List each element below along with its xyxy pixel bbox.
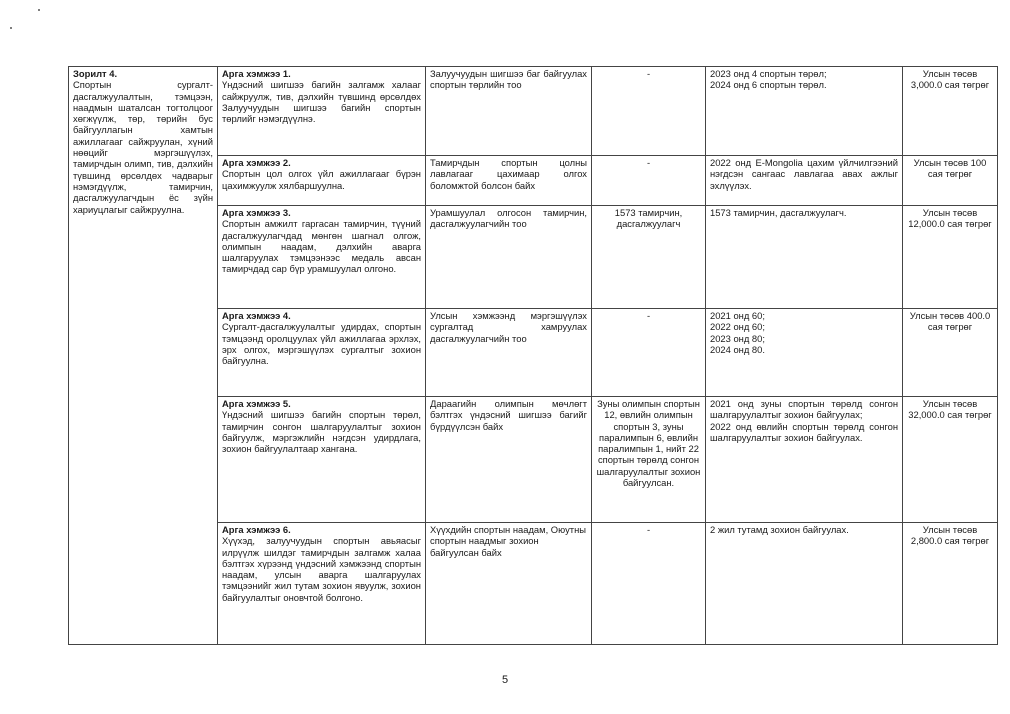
indicator-cell: Тамирчдын спортын цолны лавлагааг цахимаар олгох боломжтой болсон байх [426, 156, 592, 206]
target-cell [706, 309, 903, 397]
indicator-cell: Хүүхдийн спортын наадам, Оюутны спортын наадмыг зохион байгуулсан байх [426, 523, 592, 645]
method-text: Хүүхэд, залуучуудын спортын авьяасыг илрүүлж шилдэг тамирчдын залгамж халаа бэлтгэх хүрээнд үндэсний хэмжээнд спортын наадам, улсын аварга шалгаруулах тэмцээнийг жил тутам зохион явуулж, зохион байгуулалтыг оновчтой болгоно. [222, 535, 421, 603]
budget-cell: Улсын төсөв 12,000.0 сая төгрөг [903, 206, 998, 309]
budget-cell: Улсын төсөв 32,000.0 сая төгрөг [903, 397, 998, 523]
baseline-cell: 1573 тамирчин, дасгалжуулагч [592, 206, 706, 309]
scan-artifact [10, 27, 12, 29]
target-line: 2021 онд зуны спортын төрөлд сонгон шалгаруулалтыг зохион байгуулах; [710, 398, 898, 421]
target-cell [706, 523, 903, 645]
action-plan-table [68, 66, 998, 645]
method-cell [218, 67, 426, 156]
target-line: 1573 тамирчин, дасгалжуулагч. [710, 207, 847, 218]
target-line: 2024 онд 80. [710, 343, 765, 355]
goal-cell [69, 67, 218, 645]
target-cell [706, 206, 903, 309]
target-cell [706, 156, 903, 206]
method-title: Арга хэмжээ 3. [222, 207, 291, 218]
method-cell [218, 309, 426, 397]
method-title: Арга хэмжээ 4. [222, 310, 291, 321]
baseline-cell: - [592, 523, 706, 645]
target-line: 2024 онд 6 спортын төрөл. [710, 79, 827, 91]
scan-artifact [38, 9, 40, 11]
method-cell [218, 206, 426, 309]
indicator-cell: Улсын хэмжээнд мэргэшүүлэх сургалтад хамруулах дасгалжуулагчийн тоо [426, 309, 592, 397]
method-text: Сургалт-дасгалжуулалтыг удирдах, спортын тэмцээнд оролцуулах үйл ажиллагаа эрхлэх, эрх олгох, мэргэшүүлэх сургалтыг зохион байгуулна. [222, 321, 421, 367]
target-line: 2022 онд E-Mongolia цахим үйлчилгээний нэгдсэн сангаас лавлагаа авах ажлыг эхлүүлэх. [710, 157, 898, 191]
method-text: Спортын амжилт гаргасан тамирчин, түүний дасгалжуулагчдад мөнгөн шагнал олгож, олимпын наадам, дэлхийн аварга шалгаруулах тэмцээнээс медаль авсан тамирчдад сар бүр урамшуулал олгоно. [222, 218, 421, 275]
target-line: 2023 онд 4 спортын төрөл; [710, 68, 827, 79]
budget-cell: Улсын төсөв 3,000.0 сая төгрөг [903, 67, 998, 156]
method-text: Үндэсний шигшээ багийн спортын төрөл, тамирчин сонгон шалгаруулалтыг зохион байгуулж, мэргэжлийн нэгдсэн удирдлага, зохион байгуулалтаар хангана. [222, 409, 421, 455]
method-title: Арга хэмжээ 2. [222, 157, 291, 168]
indicator-cell: Залуучуудын шигшээ баг байгуулах спортын төрлийн тоо [426, 67, 592, 156]
method-cell [218, 523, 426, 645]
target-cell [706, 67, 903, 156]
page-number: 5 [501, 674, 509, 686]
target-line: 2022 онд өвлийн спортын төрөлд сонгон шалгаруулалтыг зохион байгуулах. [710, 420, 898, 443]
method-cell [218, 397, 426, 523]
method-title: Арга хэмжээ 5. [222, 398, 291, 409]
table-row [69, 67, 998, 156]
indicator-cell: Урамшуулал олгосон тамирчин, дасгалжуулагчийн тоо [426, 206, 592, 309]
baseline-cell: - [592, 67, 706, 156]
method-text: Үндэсний шигшээ багийн залгамж халааг сайжруулж, тив, дэлхийн түвшинд өрсөлдөх Залуучуудын шигшээ багийн спортын төрлийг нэмэгдүүлнэ. [222, 79, 421, 125]
target-line: 2 жил тутамд зохион байгуулах. [710, 524, 849, 535]
baseline-cell: - [592, 309, 706, 397]
method-title: Арга хэмжээ 6. [222, 524, 291, 535]
target-line: 2022 онд 60; [710, 321, 765, 333]
budget-cell: Улсын төсөв 2,800.0 сая төгрөг [903, 523, 998, 645]
baseline-cell: - [592, 156, 706, 206]
budget-cell: Улсын төсөв 400.0 сая төгрөг [903, 309, 998, 397]
method-title: Арга хэмжээ 1. [222, 68, 291, 79]
target-cell [706, 397, 903, 523]
target-line: 2021 онд 60; [710, 310, 765, 321]
budget-cell: Улсын төсөв 100 сая төгрөг [903, 156, 998, 206]
indicator-cell: Дараагийн олимпын мөчлөгт бэлтгэх үндэсний шигшээ багийг бүрдүүлсэн байх [426, 397, 592, 523]
baseline-cell: Зуны олимпын спортын 12, өвлийн олимпын спортын 3, зуны паралимпын 6, өвлийн паралимпын 1, нийт 22 спортын төрөлд сонгон шалгаруулалтыг зохион байгуулсан. [592, 397, 706, 523]
method-text: Спортын цол олгох үйл ажиллагааг бүрэн цахимжуулж хялбаршуулна. [222, 168, 421, 191]
method-cell [218, 156, 426, 206]
goal-text: Спортын сургалт-дасгалжуулалтын, тэмцээн, наадмын шаталсан тогтолцоог хөгжүүлж, төр, төрийн бус байгууллагын хамтын ажиллагааг сайжруулан, хүний нөөцийг мэргэшүүлэх, тамирчдын олимп, тив, дэлхийн түвшинд өрсөлдөх чадварыг нэмэгдүүлж, тамирчин, дасгалжуулагчдын ёс зүйн хариуцлагыг сайжруулна. [73, 79, 213, 215]
goal-title: Зорилт 4. [73, 68, 118, 79]
target-line: 2023 онд 80; [710, 332, 765, 344]
